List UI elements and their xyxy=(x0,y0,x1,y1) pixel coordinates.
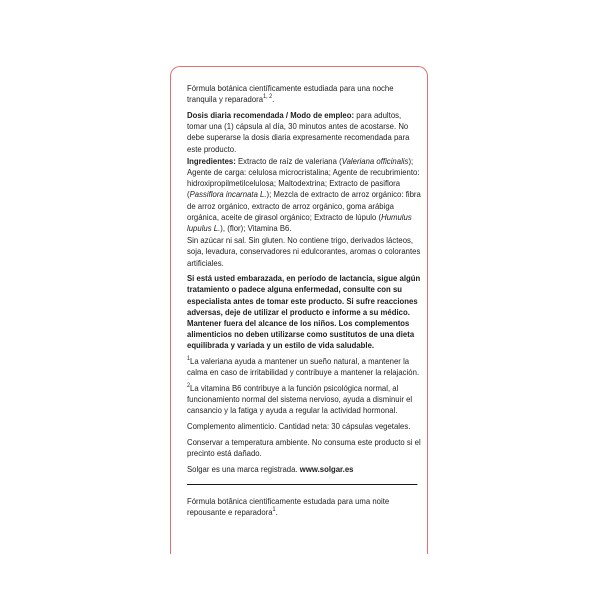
storage xyxy=(187,437,423,459)
text-segment: La valeriana ayuda a mantener un sueño natural, a mantener la calma en caso de irritabilidad y contribuye a mantener la relajación. xyxy=(187,356,420,378)
text-segment: La vitamina B6 contribuye a la función psicológica normal, al funcionamiento normal del sistema nervioso, ayuda a disminuir el cansancio y la fatiga y ayuda a regular la actividad hormonal. xyxy=(187,383,413,416)
warning xyxy=(187,273,423,351)
text-segment: Si está usted embarazada, en período de lactancia, sigue algún tratamiento o padece alguna enfermedad, consulte con su especialista antes de tomar este producto. Si sufre reacciones adversas, deje de utilizar el producto e informe a su médico. Mantener fuera del alcance de los niños. Los complementos alimenticios no deben utilizarse como sustitutos de una dieta equilibrada y variada y un estilo de vida saludable. xyxy=(187,273,421,351)
net-quantity xyxy=(187,421,423,432)
text-segment: 1 xyxy=(187,356,191,363)
text-segment: Dosis diaria recomendada / Modo de empleo: xyxy=(187,109,355,120)
text-segment: Extracto de raíz de valeriana ( xyxy=(235,155,342,166)
text-segment: 1, 2 xyxy=(263,94,273,101)
text-segment: Humulus lupulus L. xyxy=(187,211,412,233)
text-segment: ); Mezcla de extracto de arroz orgánico: fibra de arroz orgánico, extracto de arroz orgánico, goma arábiga orgánica, aceite de girasol orgánico; Extracto de lúpulo ( xyxy=(187,189,421,222)
text-segment: . xyxy=(275,507,278,518)
text-segment: Valeriana officinalis xyxy=(341,155,409,166)
text-segment: Passiflora incarnata L. xyxy=(189,189,267,200)
ingredients xyxy=(187,156,423,234)
text-segment: Sin azúcar ni sal. Sin gluten. No contiene trigo, derivados lácteos, soja, levadura, conservadores ni edulcorantes, aromas o colorantes artificiales. xyxy=(187,235,421,268)
label-text-column xyxy=(187,82,423,518)
text-segment: Conservar a temperatura ambiente. No consuma este producto si el precinto está dañado. xyxy=(187,436,421,459)
trademark xyxy=(187,464,423,475)
label-text-portuguese xyxy=(187,496,423,518)
footnote-2 xyxy=(187,383,423,417)
text-segment: . xyxy=(272,94,275,105)
text-segment: ); Agente de carga: celulosa microcristalina; Agente de recubrimiento: hidroxipropilmetilcelulosa; Maltodextrina; Extracto de pasiflora ( xyxy=(187,155,420,200)
text-segment: Complemento alimenticio. Cantidad neta: 30 cápsulas vegetales. xyxy=(187,421,411,432)
product-label-panel xyxy=(170,66,428,554)
text-segment: www.solgar.es xyxy=(299,463,354,474)
intro-pt xyxy=(187,496,423,518)
text-segment: Ingredientes: xyxy=(187,155,236,166)
allergen-free xyxy=(187,235,423,269)
label-text-spanish xyxy=(187,83,423,475)
dosage xyxy=(187,110,423,155)
language-divider-rule xyxy=(187,484,417,485)
text-segment: 1 xyxy=(272,507,276,514)
text-segment: para adultos, tomar una (1) cápsula al día, 30 minutos antes de acostarse. No debe superarse la dosis diaria expresamente recomendada para este producto. xyxy=(187,109,410,154)
footnote-1 xyxy=(187,356,423,378)
text-segment: Fórmula botánica científicamente estudiada para una noche tranquila y reparadora xyxy=(187,83,394,105)
text-segment: Solgar es una marca registrada. xyxy=(187,463,300,474)
text-segment: 2 xyxy=(187,383,191,390)
text-segment: Fórmula botânica cientificamente estudada para uma noite repousante e reparadora xyxy=(187,496,390,518)
intro-es xyxy=(187,83,423,105)
text-segment: ), (flor); Vitamina B6. xyxy=(220,222,292,233)
